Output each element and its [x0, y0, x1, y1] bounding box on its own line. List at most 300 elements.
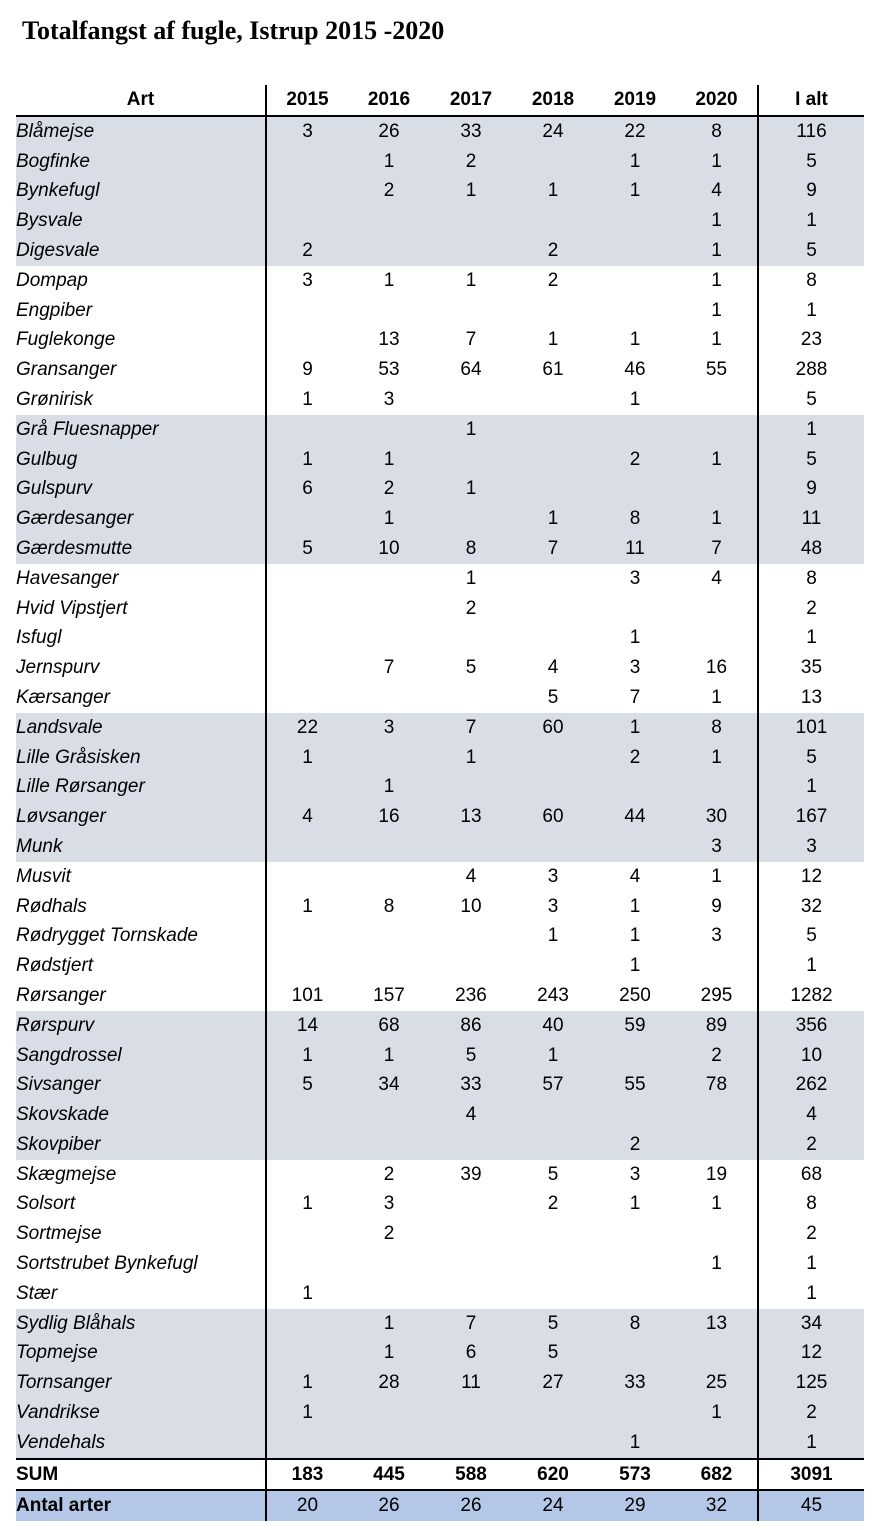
count-cell: [348, 1249, 430, 1279]
count-cell: 28: [348, 1368, 430, 1398]
count-cell: 1: [594, 1428, 676, 1459]
count-cell: 2: [594, 743, 676, 773]
count-cell: [266, 176, 348, 206]
count-cell: 78: [676, 1070, 758, 1100]
count-cell: 2: [430, 147, 512, 177]
table-row: [16, 743, 864, 773]
total-cell: 1: [758, 623, 864, 653]
table-row: [16, 802, 864, 832]
table-row: [16, 1368, 864, 1398]
count-cell: [512, 1100, 594, 1130]
species-name-cell: Kærsanger: [16, 683, 266, 713]
count-cell: [430, 832, 512, 862]
count-cell: 243: [537, 984, 569, 1006]
species-name-cell: Grønirisk: [16, 385, 266, 415]
total-cell: 8: [758, 266, 864, 296]
total-cell: 3091: [758, 1459, 864, 1491]
count-cell: 1: [348, 1338, 430, 1368]
species-name-cell: Sivsanger: [16, 1070, 266, 1100]
species-name-cell: Engpiber: [16, 296, 266, 326]
count-cell: [266, 683, 348, 713]
total-cell: 35: [758, 653, 864, 683]
count-cell: 3: [266, 116, 348, 147]
count-cell: [512, 385, 594, 415]
count-cell: 295: [700, 984, 733, 1006]
count-cell: 57: [512, 1070, 594, 1100]
count-cell: 59: [594, 1011, 676, 1041]
total-cell: 1: [758, 296, 864, 326]
table-row: [16, 1100, 864, 1130]
count-cell: [266, 296, 348, 326]
count-cell: 7: [629, 686, 641, 708]
total-cell: 5: [758, 385, 864, 415]
count-cell: 1: [266, 445, 348, 475]
count-cell: 2: [266, 236, 348, 266]
count-cell: 40: [512, 1011, 594, 1041]
count-cell: 1: [629, 627, 641, 649]
count-cell: [594, 1100, 676, 1130]
count-cell: [512, 415, 594, 445]
total-cell: 125: [758, 1368, 864, 1398]
count-cell: 16: [705, 657, 728, 679]
species-name-cell: Topmejse: [16, 1338, 266, 1368]
count-cell: 3: [547, 865, 559, 887]
count-cell: [512, 832, 594, 862]
table-row: [16, 504, 864, 534]
table-row: [16, 206, 864, 236]
table-row: [16, 1338, 864, 1368]
count-cell: [676, 951, 758, 981]
count-cell: 157: [373, 984, 405, 1006]
count-cell: 4: [629, 865, 641, 887]
count-cell: 2: [547, 1193, 559, 1215]
count-cell: 3: [383, 388, 395, 410]
species-name-cell: Rørspurv: [16, 1011, 266, 1041]
total-cell: 2: [758, 1130, 864, 1160]
count-cell: 1: [302, 895, 313, 917]
count-cell: [266, 206, 348, 236]
table-row: [16, 653, 864, 683]
total-cell: 1282: [758, 981, 864, 1011]
total-cell: 9: [758, 474, 864, 504]
count-cell: [676, 1428, 758, 1459]
species-name-cell: Grå Fluesnapper: [16, 415, 266, 445]
count-cell: 1: [711, 329, 722, 351]
count-cell: [430, 951, 512, 981]
count-cell: [430, 772, 512, 802]
count-cell: 4: [676, 176, 758, 206]
count-cell: [512, 951, 594, 981]
count-cell: 1: [711, 1193, 722, 1215]
count-cell: 4: [547, 657, 559, 679]
count-cell: 1: [512, 504, 594, 534]
count-cell: 4: [711, 567, 722, 589]
count-cell: 9: [711, 895, 722, 917]
count-cell: [266, 1130, 348, 1160]
count-cell: 3: [547, 895, 559, 917]
total-cell: 68: [758, 1160, 864, 1190]
species-name-cell: Fuglekonge: [16, 325, 266, 355]
count-cell: 1: [676, 236, 758, 266]
total-cell: 356: [758, 1011, 864, 1041]
species-name-cell: Løvsanger: [16, 802, 266, 832]
species-name-cell: Skovpiber: [16, 1130, 266, 1160]
count-cell: [676, 594, 758, 624]
count-cell: 53: [378, 359, 400, 381]
count-cell: [594, 832, 676, 862]
count-cell: 13: [378, 329, 400, 351]
table-row: [16, 1309, 864, 1339]
count-cell: 26: [348, 1490, 430, 1521]
table-row: [16, 623, 864, 653]
count-cell: 1: [302, 1282, 313, 1304]
table-row: [16, 474, 864, 504]
count-cell: [430, 504, 512, 534]
catch-table: [16, 85, 864, 1521]
count-cell: 2: [512, 236, 594, 266]
count-cell: [430, 236, 512, 266]
count-cell: [348, 415, 430, 445]
count-cell: 2: [547, 269, 559, 291]
count-cell: 1: [430, 474, 512, 504]
table-body: [16, 116, 864, 1521]
count-cell: [430, 1219, 512, 1249]
count-cell: 3: [348, 713, 430, 743]
count-cell: 1: [629, 925, 641, 947]
count-cell: 1: [348, 1309, 430, 1339]
total-cell: 2: [758, 1398, 864, 1428]
count-cell: 1: [629, 895, 641, 917]
count-cell: 1: [547, 329, 559, 351]
count-cell: 5: [547, 686, 559, 708]
species-name-cell: Munk: [16, 832, 266, 862]
count-cell: 620: [512, 1459, 594, 1491]
count-cell: [430, 921, 512, 951]
count-cell: 2: [348, 176, 430, 206]
count-cell: 1: [594, 176, 676, 206]
species-name-cell: Jernspurv: [16, 653, 266, 683]
species-name-cell: Isfugl: [16, 623, 266, 653]
species-name-cell: Gulspurv: [16, 474, 266, 504]
count-cell: 1: [594, 713, 676, 743]
count-cell: 1: [430, 176, 512, 206]
count-cell: 1: [383, 269, 395, 291]
count-cell: 3: [629, 1163, 641, 1185]
count-cell: [594, 206, 676, 236]
count-cell: 6: [266, 474, 348, 504]
species-name-cell: Rødrygget Tornskade: [16, 921, 266, 951]
count-cell: [676, 1219, 758, 1249]
count-cell: [266, 862, 348, 892]
species-count-row: [16, 1490, 864, 1521]
count-cell: [266, 1428, 348, 1459]
count-cell: [348, 296, 430, 326]
count-cell: 4: [266, 802, 348, 832]
count-cell: 25: [676, 1368, 758, 1398]
count-cell: [348, 623, 430, 653]
count-cell: 26: [430, 1490, 512, 1521]
count-cell: 13: [676, 1309, 758, 1339]
total-cell: 3: [758, 832, 864, 862]
count-cell: [594, 296, 676, 326]
count-cell: 8: [430, 534, 512, 564]
count-cell: [512, 743, 594, 773]
count-cell: 2: [594, 445, 676, 475]
count-cell: [512, 147, 594, 177]
count-cell: 3: [676, 832, 758, 862]
count-cell: [266, 1338, 348, 1368]
species-name-cell: Sortstrubet Bynkefugl: [16, 1249, 266, 1279]
count-cell: 1: [711, 1253, 722, 1275]
count-cell: 1: [430, 743, 512, 773]
count-cell: 11: [430, 1368, 512, 1398]
column-header-year: 2018: [512, 85, 594, 116]
count-cell: [430, 683, 512, 713]
count-cell: [266, 1219, 348, 1249]
count-cell: [348, 1428, 430, 1459]
count-cell: 1: [547, 925, 559, 947]
total-cell: 2: [758, 1219, 864, 1249]
total-cell: 262: [758, 1070, 864, 1100]
count-cell: [512, 1219, 594, 1249]
count-cell: 20: [266, 1490, 348, 1521]
count-cell: 8: [594, 504, 676, 534]
total-cell: 9: [758, 176, 864, 206]
table-row: [16, 772, 864, 802]
total-cell: 1: [758, 1428, 864, 1459]
species-name-cell: Sortmejse: [16, 1219, 266, 1249]
species-name-cell: Rørsanger: [16, 981, 266, 1011]
total-cell: 12: [758, 1338, 864, 1368]
total-cell: 12: [758, 862, 864, 892]
count-cell: [266, 653, 348, 683]
count-cell: 30: [676, 802, 758, 832]
species-name-cell: Digesvale: [16, 236, 266, 266]
table-row: [16, 951, 864, 981]
total-cell: 13: [758, 683, 864, 713]
count-cell: 1: [512, 1041, 594, 1071]
page-title: Totalfangst af fugle, Istrup 2015 -2020: [22, 16, 445, 45]
count-cell: 19: [705, 1163, 728, 1185]
count-cell: 250: [619, 984, 651, 1006]
count-cell: 44: [594, 802, 676, 832]
count-cell: 3: [383, 1193, 395, 1215]
count-cell: 7: [465, 329, 477, 351]
count-cell: [594, 594, 676, 624]
species-name-cell: SUM: [16, 1459, 266, 1491]
count-cell: [430, 206, 512, 236]
count-cell: 7: [430, 1309, 512, 1339]
count-cell: 29: [594, 1490, 676, 1521]
count-cell: 1: [512, 176, 594, 206]
count-cell: 573: [594, 1459, 676, 1491]
count-cell: [594, 1279, 676, 1309]
total-cell: 288: [758, 355, 864, 385]
table-row: [16, 534, 864, 564]
count-cell: [348, 564, 430, 594]
count-cell: 2: [465, 597, 477, 619]
count-cell: 86: [430, 1011, 512, 1041]
table-row: [16, 415, 864, 445]
count-cell: 4: [430, 1100, 512, 1130]
count-cell: [512, 206, 594, 236]
table-row: [16, 176, 864, 206]
total-cell: 1: [758, 206, 864, 236]
count-cell: [676, 1338, 758, 1368]
count-cell: 68: [348, 1011, 430, 1041]
count-cell: 5: [512, 1309, 594, 1339]
count-cell: 7: [430, 713, 512, 743]
total-cell: 5: [758, 743, 864, 773]
count-cell: 60: [512, 802, 594, 832]
species-name-cell: Solsort: [16, 1189, 266, 1219]
count-cell: [266, 1309, 348, 1339]
total-cell: 8: [758, 1189, 864, 1219]
count-cell: 24: [512, 1490, 594, 1521]
table-row: [16, 594, 864, 624]
total-cell: 23: [758, 325, 864, 355]
count-cell: 236: [455, 984, 487, 1006]
count-cell: 1: [302, 388, 313, 410]
count-cell: 5: [430, 1041, 512, 1071]
count-cell: [348, 206, 430, 236]
count-cell: 55: [705, 359, 728, 381]
count-cell: 22: [594, 116, 676, 147]
count-cell: 5: [266, 534, 348, 564]
species-name-cell: Stær: [16, 1279, 266, 1309]
total-cell: 10: [758, 1041, 864, 1071]
count-cell: [348, 594, 430, 624]
count-cell: 11: [594, 534, 676, 564]
table-row: [16, 236, 864, 266]
species-name-cell: Havesanger: [16, 564, 266, 594]
table-row: [16, 1070, 864, 1100]
count-cell: 9: [302, 359, 313, 381]
count-cell: [266, 921, 348, 951]
column-header-year: 2015: [266, 85, 348, 116]
count-cell: [430, 1249, 512, 1279]
total-cell: 4: [758, 1100, 864, 1130]
species-name-cell: Bogfinke: [16, 147, 266, 177]
count-cell: [430, 385, 512, 415]
total-cell: 1: [758, 1249, 864, 1279]
species-name-cell: Sangdrossel: [16, 1041, 266, 1071]
table-row: [16, 1041, 864, 1071]
species-name-cell: Antal arter: [16, 1490, 266, 1521]
count-cell: 1: [266, 1041, 348, 1071]
count-cell: 682: [676, 1459, 758, 1491]
species-name-cell: Skægmejse: [16, 1160, 266, 1190]
count-cell: [594, 1219, 676, 1249]
count-cell: [594, 1338, 676, 1368]
count-cell: 39: [460, 1163, 482, 1185]
count-cell: 1: [676, 206, 758, 236]
species-name-cell: Bysvale: [16, 206, 266, 236]
total-cell: 1: [758, 1279, 864, 1309]
species-name-cell: Bynkefugl: [16, 176, 266, 206]
species-name-cell: Gærdesmutte: [16, 534, 266, 564]
total-cell: 5: [758, 921, 864, 951]
table-row: [16, 1428, 864, 1459]
total-cell: 101: [758, 713, 864, 743]
count-cell: 5: [512, 1338, 594, 1368]
table-row: [16, 892, 864, 922]
count-cell: [430, 445, 512, 475]
species-name-cell: Rødstjert: [16, 951, 266, 981]
count-cell: [676, 623, 758, 653]
column-header-year: 2020: [676, 85, 758, 116]
count-cell: [430, 296, 512, 326]
table-row: [16, 1160, 864, 1190]
count-cell: 3: [711, 925, 722, 947]
count-cell: [512, 772, 594, 802]
table-row: [16, 1130, 864, 1160]
table-row: [16, 1249, 864, 1279]
count-cell: 33: [430, 1070, 512, 1100]
total-cell: 1: [758, 415, 864, 445]
count-cell: [512, 623, 594, 653]
table-header-row: [16, 85, 864, 116]
count-cell: [266, 1249, 348, 1279]
table-row: [16, 981, 864, 1011]
count-cell: 6: [430, 1338, 512, 1368]
species-name-cell: Dompap: [16, 266, 266, 296]
count-cell: [594, 266, 676, 296]
count-cell: 2: [383, 1223, 395, 1245]
count-cell: [512, 1398, 594, 1428]
count-cell: 7: [383, 657, 395, 679]
count-cell: [348, 862, 430, 892]
table-row: [16, 1279, 864, 1309]
total-cell: 34: [758, 1309, 864, 1339]
count-cell: [594, 1398, 676, 1428]
count-cell: 7: [676, 534, 758, 564]
count-cell: [430, 1189, 512, 1219]
table-row: [16, 147, 864, 177]
count-cell: 64: [460, 359, 482, 381]
count-cell: [512, 474, 594, 504]
count-cell: [348, 951, 430, 981]
count-cell: [266, 623, 348, 653]
count-cell: 26: [348, 116, 430, 147]
count-cell: 8: [594, 1309, 676, 1339]
count-cell: 24: [512, 116, 594, 147]
column-header-year: 2017: [430, 85, 512, 116]
count-cell: 1: [430, 415, 512, 445]
count-cell: 1: [629, 955, 641, 977]
count-cell: 8: [383, 895, 395, 917]
total-cell: 1: [758, 772, 864, 802]
count-cell: [512, 445, 594, 475]
count-cell: 5: [547, 1163, 559, 1185]
count-cell: 1: [465, 269, 477, 291]
count-cell: 1: [594, 147, 676, 177]
count-cell: 60: [512, 713, 594, 743]
total-cell: 2: [758, 594, 864, 624]
count-cell: 1: [676, 504, 758, 534]
count-cell: [348, 1279, 430, 1309]
count-cell: [430, 1130, 512, 1160]
count-cell: 101: [291, 984, 324, 1006]
count-cell: 1: [348, 772, 430, 802]
count-cell: 1: [629, 1193, 641, 1215]
sum-row: [16, 1459, 864, 1491]
count-cell: [512, 594, 594, 624]
column-header-year: 2016: [348, 85, 430, 116]
species-name-cell: Landsvale: [16, 713, 266, 743]
count-cell: 89: [676, 1011, 758, 1041]
count-cell: 1: [676, 445, 758, 475]
